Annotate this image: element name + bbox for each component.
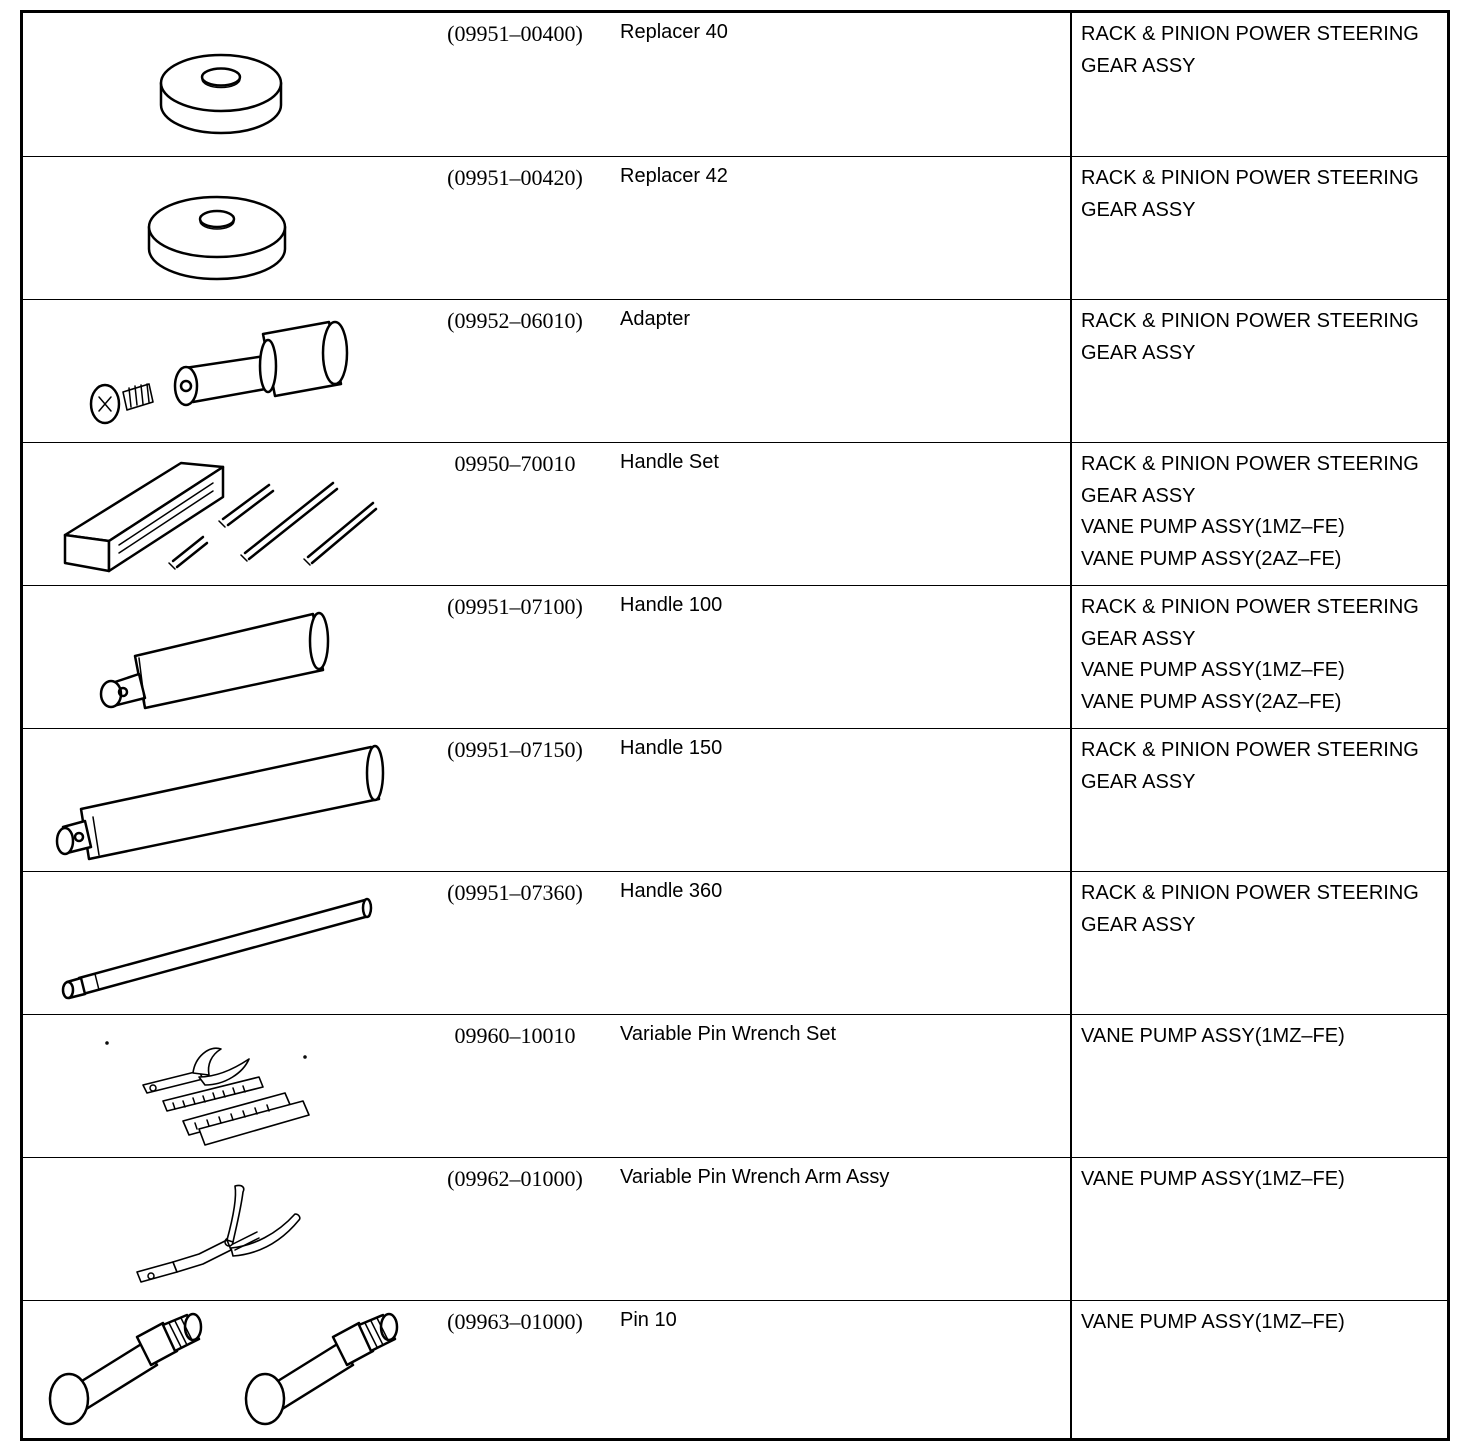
part-number: (09951–00400) bbox=[447, 21, 583, 46]
special-service-tools-table bbox=[20, 10, 1450, 1441]
tool-name: Handle 360 bbox=[620, 880, 723, 902]
table-row bbox=[23, 299, 1447, 442]
replacer-40-icon bbox=[23, 13, 423, 156]
pin-10-icon bbox=[23, 1301, 423, 1444]
application-item: RACK & PINION POWER STEERING bbox=[1081, 739, 1419, 761]
replacer-42-icon bbox=[23, 157, 423, 300]
tool-name: Variable Pin Wrench Arm Assy bbox=[620, 1166, 890, 1188]
table-row bbox=[23, 13, 1447, 156]
application-item: VANE PUMP ASSY(1MZ–FE) bbox=[1081, 516, 1345, 538]
application-list bbox=[1081, 1021, 1345, 1053]
handle-150-icon bbox=[23, 729, 423, 872]
tool-name: Variable Pin Wrench Set bbox=[620, 1023, 837, 1045]
application-item: RACK & PINION POWER STEERING bbox=[1081, 23, 1419, 45]
application-item: GEAR ASSY bbox=[1081, 913, 1196, 936]
part-number: (09951–07150) bbox=[447, 737, 583, 762]
application-item: GEAR ASSY bbox=[1081, 341, 1196, 364]
application-list bbox=[1081, 163, 1419, 226]
table-row bbox=[23, 1300, 1447, 1443]
part-number: 09960–10010 bbox=[454, 1023, 576, 1048]
application-item: VANE PUMP ASSY(2AZ–FE) bbox=[1081, 690, 1342, 713]
handle-360-icon bbox=[23, 872, 423, 1015]
application-item: GEAR ASSY bbox=[1081, 54, 1196, 77]
part-number: (09951–00420) bbox=[447, 165, 583, 190]
application-item: GEAR ASSY bbox=[1081, 198, 1196, 221]
application-item: RACK & PINION POWER STEERING bbox=[1081, 310, 1419, 332]
tool-name: Handle Set bbox=[620, 451, 719, 473]
part-number: (09962–01000) bbox=[447, 1166, 583, 1191]
application-item: VANE PUMP ASSY(2AZ–FE) bbox=[1081, 547, 1342, 570]
adapter-icon bbox=[23, 300, 423, 443]
application-item: RACK & PINION POWER STEERING bbox=[1081, 882, 1419, 904]
table-row bbox=[23, 871, 1447, 1014]
tool-name: Replacer 40 bbox=[620, 21, 728, 43]
application-list bbox=[1081, 592, 1419, 718]
tool-name: Handle 100 bbox=[620, 594, 723, 616]
tool-name: Handle 150 bbox=[620, 737, 723, 759]
handle-set-icon bbox=[23, 443, 423, 586]
tool-name: Replacer 42 bbox=[620, 165, 728, 187]
part-number: 09950–70010 bbox=[454, 451, 576, 476]
part-number: (09952–06010) bbox=[447, 308, 583, 333]
application-list bbox=[1081, 1164, 1345, 1196]
application-list bbox=[1081, 1307, 1345, 1339]
application-item: VANE PUMP ASSY(1MZ–FE) bbox=[1081, 659, 1345, 681]
table-row bbox=[23, 1157, 1447, 1300]
application-item: VANE PUMP ASSY(1MZ–FE) bbox=[1081, 1168, 1345, 1190]
application-list bbox=[1081, 735, 1419, 798]
part-number: (09951–07360) bbox=[447, 880, 583, 905]
application-list bbox=[1081, 449, 1419, 575]
table-row bbox=[23, 585, 1447, 728]
table-row bbox=[23, 1014, 1447, 1157]
application-item: VANE PUMP ASSY(1MZ–FE) bbox=[1081, 1025, 1345, 1047]
handle-100-icon bbox=[23, 586, 423, 729]
application-item: RACK & PINION POWER STEERING bbox=[1081, 596, 1419, 618]
application-list bbox=[1081, 878, 1419, 941]
table-row bbox=[23, 442, 1447, 585]
application-item: RACK & PINION POWER STEERING bbox=[1081, 167, 1419, 189]
application-item: RACK & PINION POWER STEERING bbox=[1081, 453, 1419, 475]
pin-wrench-set-icon bbox=[23, 1015, 423, 1158]
application-item: GEAR ASSY bbox=[1081, 484, 1196, 507]
tool-name: Pin 10 bbox=[620, 1309, 677, 1331]
table-row bbox=[23, 156, 1447, 299]
application-list bbox=[1081, 19, 1419, 82]
application-item: GEAR ASSY bbox=[1081, 627, 1196, 650]
application-item: VANE PUMP ASSY(1MZ–FE) bbox=[1081, 1311, 1345, 1333]
part-number: (09963–01000) bbox=[447, 1309, 583, 1334]
application-list bbox=[1081, 306, 1419, 369]
pin-wrench-arm-icon bbox=[23, 1158, 423, 1301]
application-item: GEAR ASSY bbox=[1081, 770, 1196, 793]
table-row bbox=[23, 728, 1447, 871]
tool-name: Adapter bbox=[620, 308, 691, 330]
part-number: (09951–07100) bbox=[447, 594, 583, 619]
